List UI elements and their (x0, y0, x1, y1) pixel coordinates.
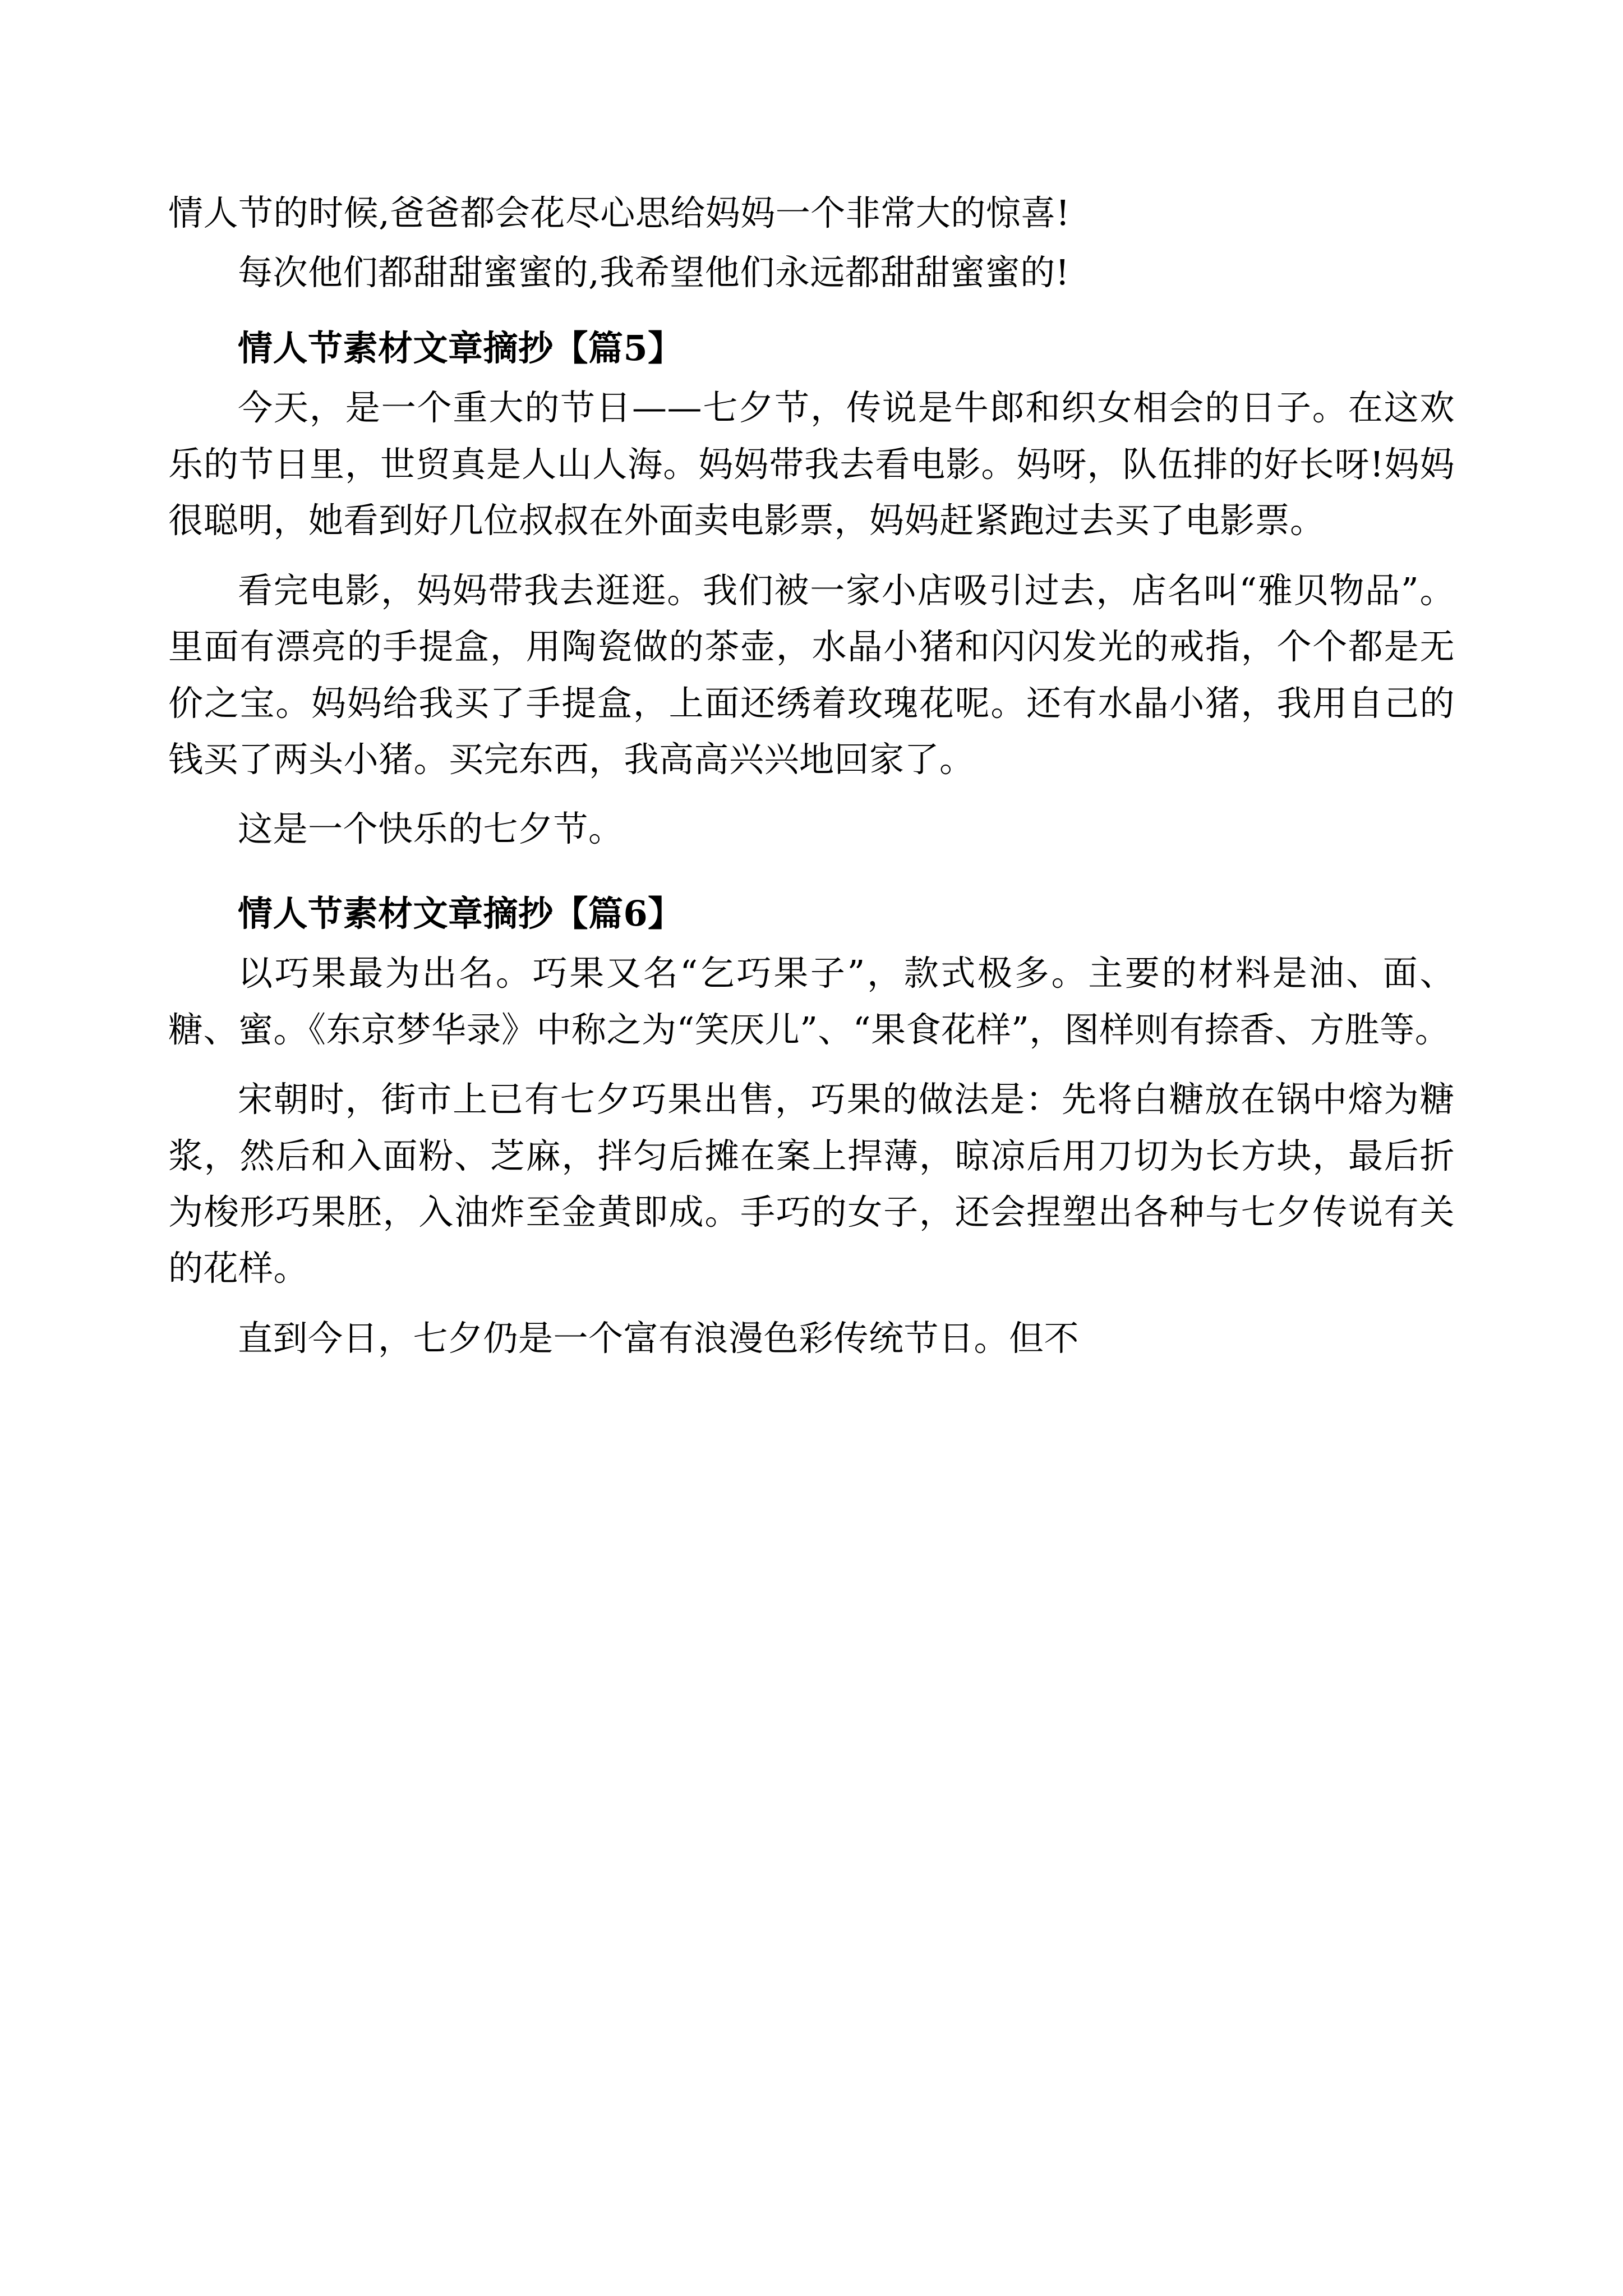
paragraph: 直到今日，七夕仍是一个富有浪漫色彩传统节日。但不 (238, 1317, 1080, 1359)
paragraph: 以巧果最为出名。巧果又名“乞巧果子”，款式极多。主要的材料是油、面、糖、蜜。《东京梦华录》中称之为“笑厌儿”、“果食花样”，图样则有捺香、方胜等。 (168, 953, 1455, 1050)
paragraph: 今天，是一个重大的节日——七夕节，传说是牛郎和织女相会的日子。在这欢乐的节日里，世贸真是人山人海。妈妈带我去看电影。妈呀，队伍排的好长呀!妈妈很聪明，她看到好几位叔叔在外面卖电影票，妈妈赶紧跑过去买了电影票。 (168, 387, 1455, 541)
paragraph: 每次他们都甜甜蜜蜜的,我希望他们永远都甜甜蜜蜜的! (238, 252, 1070, 293)
paragraph-spacer (168, 791, 1455, 801)
paragraph: 看完电影，妈妈带我去逛逛。我们被一家小店吸引过去，店名叫“雅贝物品”。里面有漂亮的手提盒，用陶瓷做的茶壶，水晶小猪和闪闪发光的戒指，个个都是无价之宝。妈妈给我买了手提盒，上面还绣着玫瑰花呢。还有水晶小猪，我用自己的钱买了两头小猪。买完东西，我高高兴兴地回家了。 (168, 569, 1455, 780)
section-heading-pian5: 情人节素材文章摘抄【篇5】 (238, 327, 683, 369)
paragraph: 宋朝时，街市上已有七夕巧果出售，巧果的做法是：先将白糖放在锅中熔为糖浆，然后和入面粉、芝麻，拌匀后摊在案上捍薄，晾凉后用刀切为长方块，最后折为梭形巧果胚，入油炸至金黄即成。手巧的女子，还会捏塑出各种与七夕传说有关的花样。 (168, 1079, 1455, 1289)
paragraph: 情人节的时候,爸爸都会花尽心思给妈妈一个非常大的惊喜! (168, 192, 1071, 233)
paragraph: 这是一个快乐的七夕节。 (238, 808, 624, 850)
section-spacer (168, 861, 1455, 880)
paragraph-spacer (168, 305, 1455, 315)
paragraph-spacer (168, 1300, 1455, 1310)
section-heading-pian6: 情人节素材文章摘抄【篇6】 (238, 892, 683, 934)
paragraph-spacer (168, 553, 1455, 563)
paragraph-spacer (168, 1061, 1455, 1071)
document-body (168, 185, 1455, 1366)
